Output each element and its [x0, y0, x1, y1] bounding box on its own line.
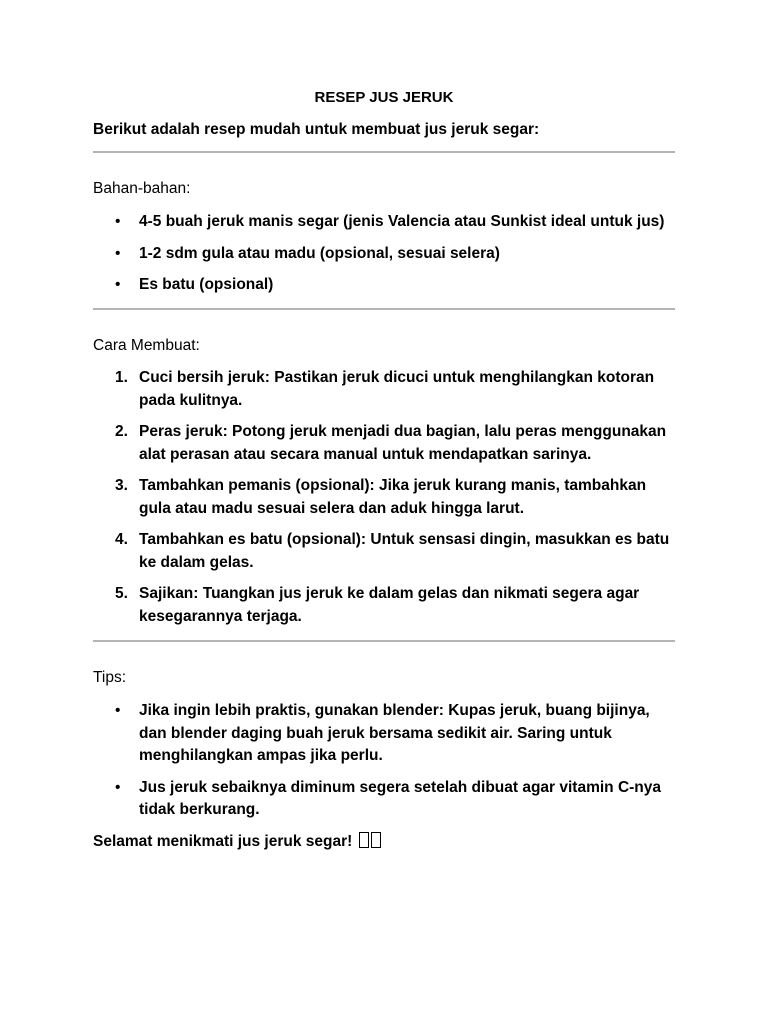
steps-heading: Cara Membuat: [93, 337, 200, 354]
document-title: RESEP JUS JERUK [314, 89, 454, 106]
list-item: • 1-2 sdm gula atau madu (opsional, sesuai selera) [93, 243, 675, 266]
divider-3 [93, 640, 675, 642]
divider-1 [93, 151, 675, 153]
list-item [93, 583, 675, 628]
step-number: 3. [115, 477, 128, 494]
tips-list [93, 700, 675, 831]
intro-text: Berikut adalah resep mudah untuk membuat jus jeruk segar: [93, 121, 540, 138]
step-number: 5. [115, 585, 128, 602]
list-item [93, 475, 675, 520]
tips-heading: Tips: [93, 669, 127, 686]
list-item [93, 529, 675, 574]
list-item: • Es batu (opsional) [93, 274, 675, 297]
missing-glyph-icon [371, 832, 381, 848]
ingredients-heading: Bahan-bahan: [93, 180, 191, 197]
closing-text [93, 832, 381, 851]
list-item: • 4-5 buah jeruk manis segar (jenis Valencia atau Sunkist ideal untuk jus) [93, 211, 675, 234]
list-item [93, 367, 675, 412]
step-number: 1. [115, 369, 128, 386]
list-item: • Jus jeruk sebaiknya diminum segera setelah dibuat agar vitamin C-nya tidak berkurang. [93, 777, 675, 822]
step-number: 2. [115, 423, 128, 440]
step-text: Sajikan: Tuangkan jus jeruk ke dalam gelas dan nikmati segera agar kesegarannya terjaga. [139, 585, 640, 625]
step-text: Tambahkan es batu (opsional): Untuk sensasi dingin, masukkan es batu ke dalam gelas. [139, 531, 670, 571]
list-item [93, 421, 675, 466]
closing-message: Selamat menikmati jus jeruk segar! [93, 833, 353, 850]
divider-2 [93, 308, 675, 310]
step-text: Tambahkan pemanis (opsional): Jika jeruk kurang manis, tambahkan gula atau madu sesuai selera dan aduk hingga larut. [139, 477, 647, 517]
list-item: • Jika ingin lebih praktis, gunakan blender: Kupas jeruk, buang bijinya, dan blender daging buah jeruk bersama sedikit air. Saring untuk menghilangkan ampas jika perlu. [93, 700, 675, 768]
ingredients-list [93, 211, 675, 306]
steps-list [93, 367, 675, 637]
step-text: Cuci bersih jeruk: Pastikan jeruk dicuci untuk menghilangkan kotoran pada kulitnya. [139, 369, 655, 409]
step-number: 4. [115, 531, 128, 548]
missing-glyph-icon [359, 832, 369, 848]
step-text: Peras jeruk: Potong jeruk menjadi dua bagian, lalu peras menggunakan alat perasan atau secara manual untuk mendapatkan sarinya. [139, 423, 667, 463]
